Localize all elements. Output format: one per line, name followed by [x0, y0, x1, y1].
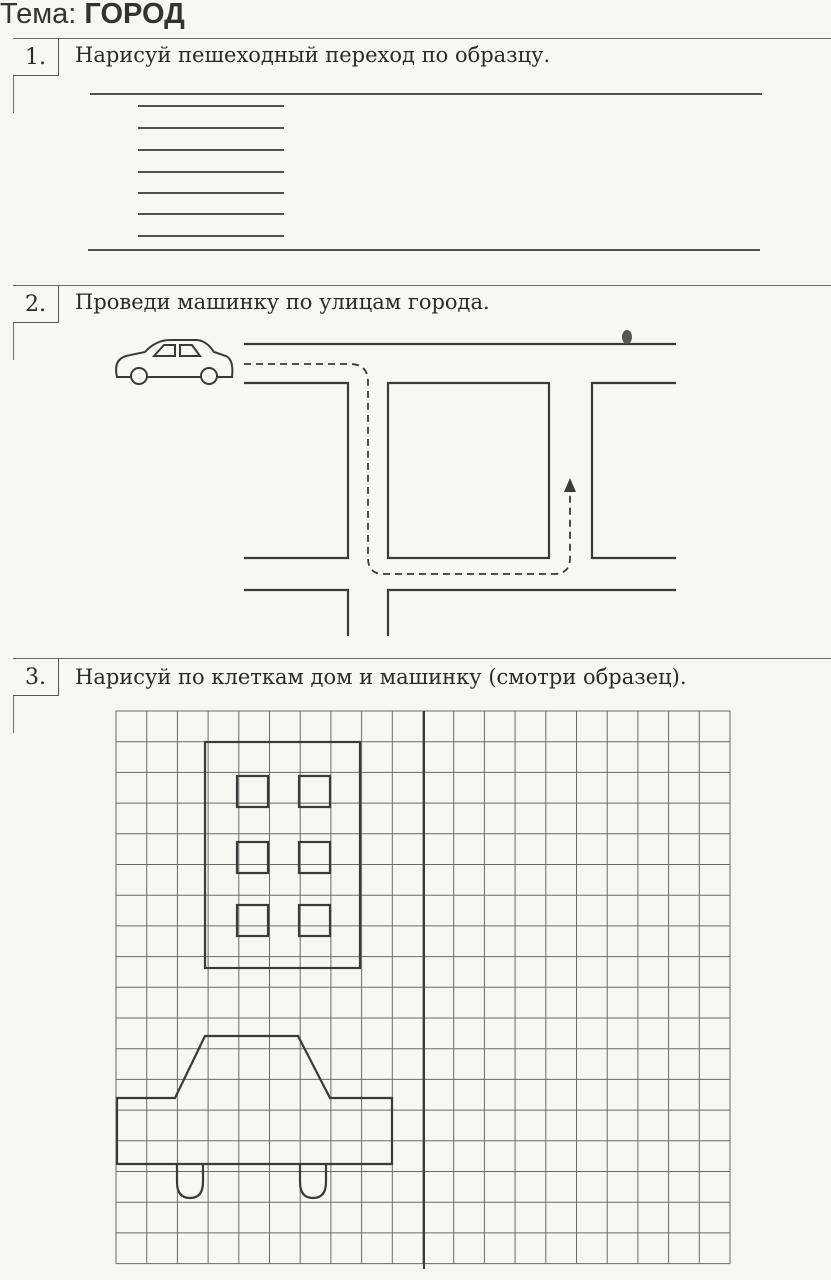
- crosswalk-sample: [88, 94, 762, 250]
- house-window: [299, 842, 330, 873]
- block-left: [244, 383, 348, 558]
- house-window: [299, 905, 330, 936]
- fly-mark: [622, 330, 632, 344]
- car-sample: [117, 1036, 392, 1198]
- task-2-text: Проведи машинку по улицам города.: [75, 290, 490, 314]
- car-wheel: [300, 1164, 326, 1198]
- house-window: [237, 776, 268, 807]
- street-corner-left: [244, 590, 348, 636]
- house-window: [299, 776, 330, 807]
- task-3-number: 3.: [13, 659, 59, 696]
- block-right: [592, 383, 676, 558]
- city-streets: [244, 344, 676, 636]
- house-window: [237, 905, 268, 936]
- task-1-number: 1.: [13, 39, 59, 76]
- arrow-up-icon: [564, 478, 576, 492]
- crosswalk-stripes: [138, 106, 284, 236]
- street-corner-right: [388, 590, 676, 636]
- task-3-text: Нарисуй по клеткам дом и машинку (смотри образец).: [75, 665, 687, 689]
- dashed-route: [244, 364, 570, 574]
- house-outline: [205, 742, 360, 968]
- house-window: [237, 842, 268, 873]
- house-sample: [205, 742, 360, 968]
- car-body: [117, 1036, 392, 1164]
- topic-label: Тема:: [0, 0, 77, 30]
- task-2-number: 2.: [13, 286, 59, 323]
- car-icon: [116, 340, 232, 384]
- car-wheel: [177, 1164, 203, 1198]
- task-1-text: Нарисуй пешеходный переход по образцу.: [75, 43, 551, 67]
- block-middle: [388, 383, 549, 558]
- topic-name: ГОРОД: [84, 0, 185, 30]
